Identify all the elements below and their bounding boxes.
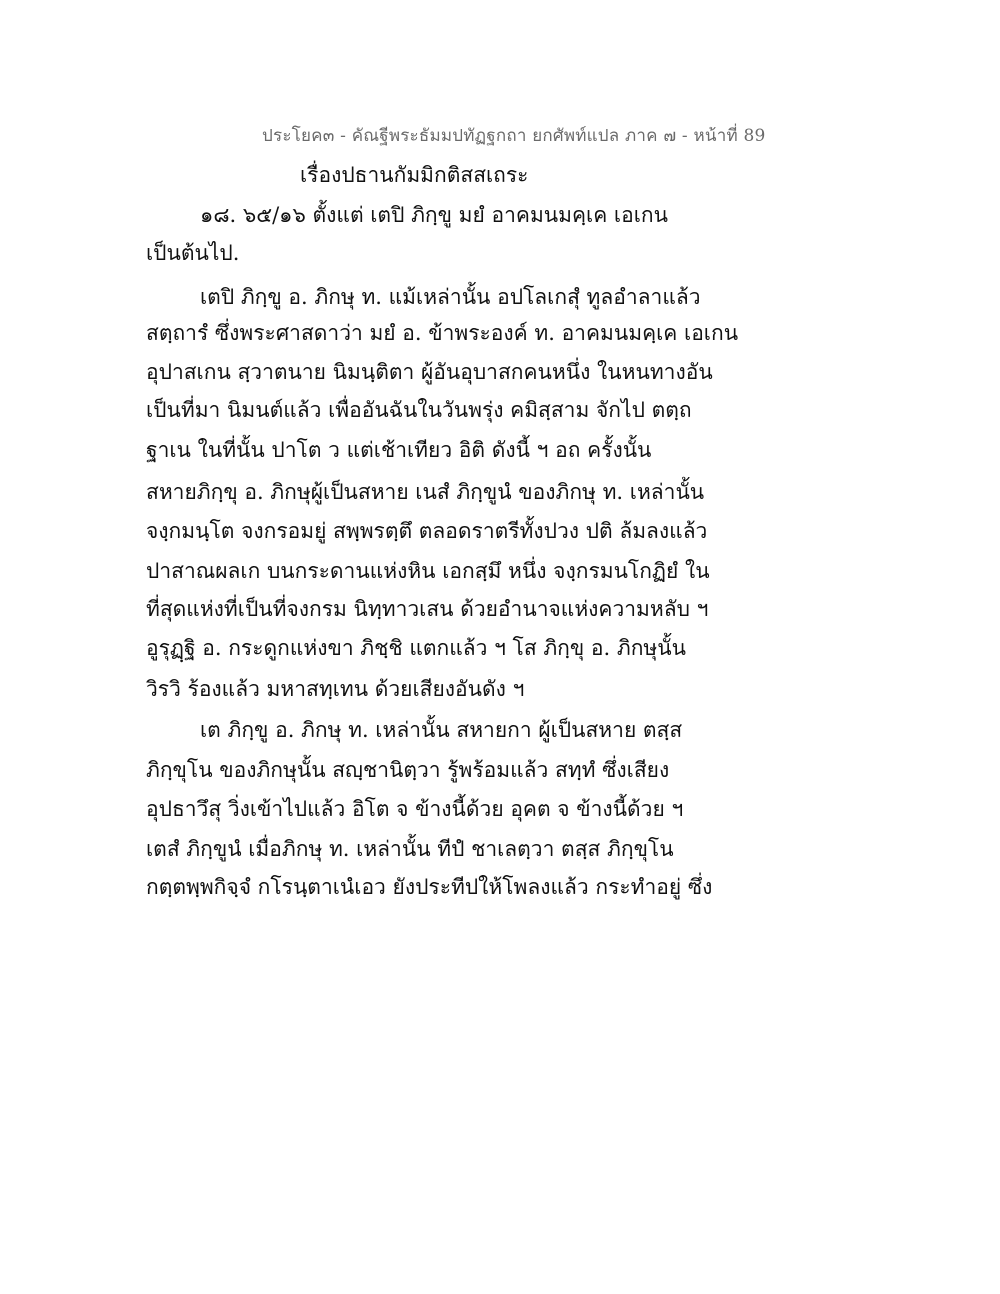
body-line: เตสํ ภิกฺขูนํ เมื่อภิกษุ ท. เหล่านั้น ทีปํ ชาเลตฺวา ตสฺส ภิกฺขุโน <box>146 837 674 861</box>
body-line: สหายภิกฺขุ อ. ภิกษุผู้เป็นสหาย เนสํ ภิกฺขูนํ ของภิกษุ ท. เหล่านั้น <box>146 480 705 504</box>
running-header-text: ประโยค๓ - คัณฐีพระธัมมปทัฏฐกถา ยกศัพท์แปล ภาค ๗ - หน้าที่ 89 <box>262 126 766 146</box>
body-line: อุปธาวึสุ วิ่งเข้าไปแล้ว อิโต จ ข้างนี้ด้วย อุคต จ ข้างนี้ด้วย ฯ <box>146 797 684 821</box>
body-line: ฐาเน ในที่นั้น ปาโต ว แต่เช้าเทียว อิติ ดังนี้ ฯ อถ ครั้งนั้น <box>146 438 652 462</box>
body-line: เตปิ ภิกฺขู อ. ภิกษุ ท. แม้เหล่านั้น อปโลเกสุํ ทูลอำลาแล้ว <box>200 285 701 309</box>
body-line: วิรวิ ร้องแล้ว มหาสทฺเทน ด้วยเสียงอันดัง ฯ <box>146 677 525 701</box>
body-line: เต ภิกฺขู อ. ภิกษุ ท. เหล่านั้น สหายกา ผู้เป็นสหาย ตสฺส <box>200 718 683 742</box>
body-line: จงฺกมนฺโต จงกรอมยู่ สพฺพรตฺตึ ตลอดราตรีทั้งปวง ปติ ล้มลงแล้ว <box>146 519 708 543</box>
body-line: กตฺตพฺพกิจฺจํ กโรนฺตาเนํเอว ยังประทีปให้โพลงแล้ว กระทำอยู่ ซึ่ง <box>146 875 713 899</box>
body-line: ที่สุดแห่งที่เป็นที่จงกรม นิทฺทาวเสน ด้วยอำนาจแห่งความหลับ ฯ <box>146 597 709 621</box>
body-line: ๑๘. ๖๕/๑๖ ตั้งแต่ เตปิ ภิกฺขู มยํ อาคมนมคฺเค เอเกน <box>200 203 668 227</box>
body-line: ปาสาณผลเก บนกระดานแห่งหิน เอกสฺมึ หนึ่ง จงฺกรมนโกฏิยํ ใน <box>146 559 710 583</box>
body-line: สตฺถารํ ซึ่งพระศาสดาว่า มยํ อ. ข้าพระองค์ ท. อาคมนมคฺเค เอเกน <box>146 321 739 345</box>
body-line: ภิกฺขุโน ของภิกษุนั้น สญฺชานิตฺวา รู้พร้อมแล้ว สทฺทํ ซึ่งเสียง <box>146 758 670 782</box>
body-line: เป็นต้นไป. <box>146 241 240 265</box>
story-title: เรื่องปธานกัมมิกติสสเถระ <box>300 163 529 187</box>
body-line: อุปาสเกน สฺวาตนาย นิมนฺติตา ผู้อันอุบาสกคนหนึ่ง ในหนทางอัน <box>146 360 713 384</box>
body-line: อูรุฏฺฐิ อ. กระดูกแห่งขา ภิชฺชิ แตกแล้ว ฯ โส ภิกฺขุ อ. ภิกษุนั้น <box>146 636 686 660</box>
body-line: เป็นที่มา นิมนต์แล้ว เพื่ออันฉันในวันพรุ่ง คมิสฺสาม จักไป ตตฺถ <box>146 398 692 422</box>
